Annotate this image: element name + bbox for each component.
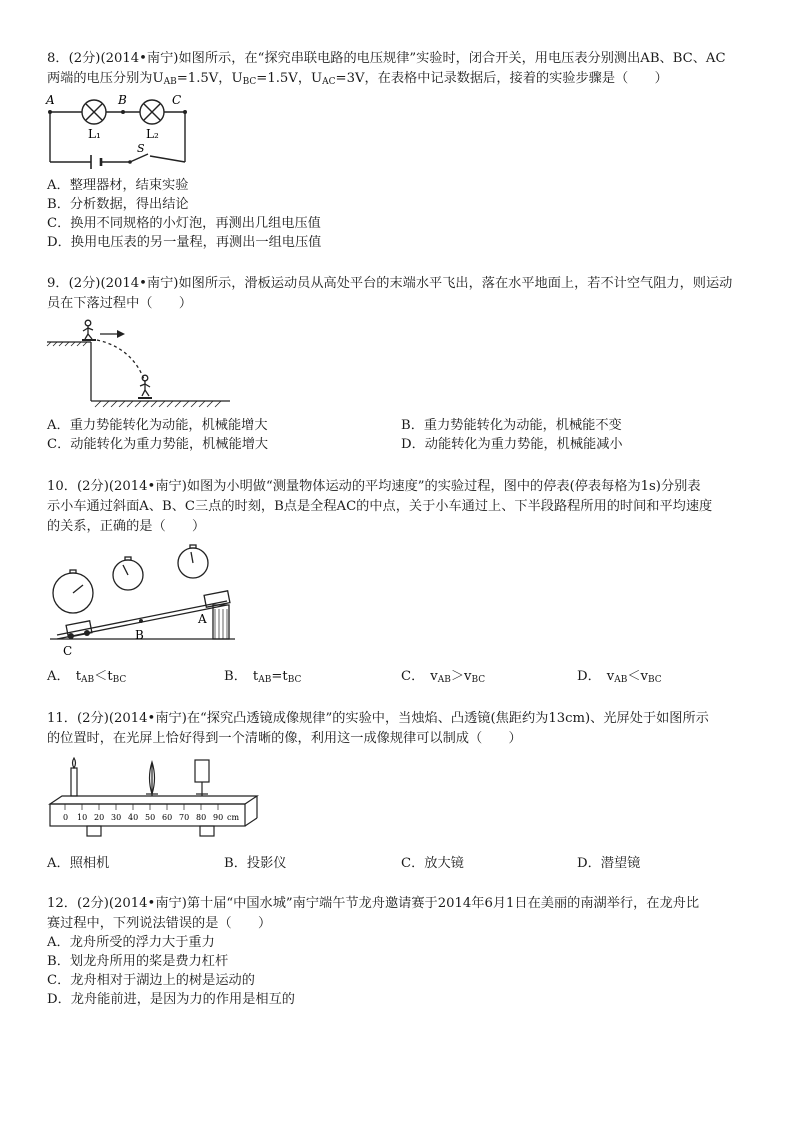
- question-9-option-a[interactable]: A．重力势能转化为动能，机械能增大: [47, 418, 268, 433]
- question-12-option-d[interactable]: D．龙舟能前进，是因为力的作用是相互的: [47, 992, 295, 1007]
- ruler-unit: cm: [227, 813, 240, 822]
- incline-stopwatch-figure: [45, 543, 245, 658]
- question-9-stem-line-1: 9．(2分)(2014•南宁)如图所示，滑板运动员从高处平台的末端水平飞出，落在水平地面上，若不计空气阻力，则运动: [47, 276, 733, 291]
- question-9: [47, 274, 759, 314]
- optical-bench-figure: [45, 754, 265, 846]
- question-12-stem-line-1: 12．(2分)(2014•南宁)第十届“中国水城”南宁端午节龙舟邀请赛于2014年6月1日在美丽的南湖举行，在龙舟比: [47, 896, 700, 911]
- ruler-tick-40: 40: [128, 813, 139, 822]
- question-11-option-b[interactable]: B．投影仪: [224, 856, 287, 871]
- question-11-option-a[interactable]: A．照相机: [47, 856, 110, 871]
- ruler-tick-80: 80: [196, 813, 207, 822]
- switch-label: S: [137, 142, 145, 155]
- question-12-stem-line-2: 赛过程中，下列说法错误的是（ ）: [47, 916, 272, 931]
- question-10-option-b[interactable]: B． $t_{AB}=t_{BC}$: [224, 669, 302, 685]
- question-10-option-d[interactable]: D． $v_{AB}<v_{BC}$: [577, 669, 662, 685]
- question-9-option-b[interactable]: B．重力势能转化为动能，机械能不变: [401, 418, 622, 433]
- question-10-option-c[interactable]: C． $v_{AB}>v_{BC}$: [401, 669, 486, 685]
- ruler-tick-20: 20: [94, 813, 105, 822]
- lamp-1-label: L₁: [88, 127, 101, 141]
- question-9-option-d[interactable]: D．动能转化为重力势能，机械能减小: [401, 437, 623, 452]
- question-10: [47, 477, 759, 537]
- ruler-tick-60: 60: [162, 813, 173, 822]
- point-b-label: B: [118, 93, 127, 107]
- ruler-tick-0: 0: [63, 813, 69, 822]
- question-12-option-a[interactable]: A．龙舟所受的浮力大于重力: [47, 935, 215, 950]
- question-10-option-a[interactable]: A． $t_{AB}<t_{BC}$: [47, 669, 127, 685]
- point-b-label: B: [135, 628, 144, 642]
- point-a-label: A: [198, 612, 207, 626]
- ruler-tick-90: 90: [213, 813, 224, 822]
- question-8: [47, 49, 759, 89]
- question-8-stem-line-1: 8．(2分)(2014•南宁)如图所示，在“探究串联电路的电压规律”实验时，闭合开关，用电压表分别测出AB、BC、AC: [47, 51, 726, 66]
- question-8-option-b[interactable]: B．分析数据，得出结论: [47, 197, 189, 212]
- question-11-stem-line-2: 的位置时，在光屏上恰好得到一个清晰的像，利用这一成像规律可以制成（ ）: [47, 731, 522, 746]
- ruler-tick-30: 30: [111, 813, 122, 822]
- ruler-tick-10: 10: [77, 813, 88, 822]
- point-c-label: C: [63, 644, 73, 658]
- skateboarder-figure: [45, 318, 235, 408]
- question-11-stem-line-1: 11．(2分)(2014•南宁)在“探究凸透镜成像规律”的实验中，当烛焰、凸透镜(焦距约为13cm)、光屏处于如图所示: [47, 711, 709, 726]
- question-10-stem-line-2: 示小车通过斜面A、B、C三点的时刻，B点是全程AC的中点，关于小车通过上、下半段路程所用的时间和平均速度: [47, 499, 713, 514]
- point-c-label: C: [172, 93, 182, 107]
- question-9-stem-line-2: 员在下落过程中（ ）: [47, 296, 193, 311]
- question-8-stem-line-2: 两端的电压分别为$U_{AB}=1.5V$，$U_{BC}=1.5V$，$U_{AC}=3V$，在表格中记录数据后，接着的实验步骤是（ ）: [47, 71, 668, 87]
- question-10-stem-line-1: 10．(2分)(2014•南宁)如图为小明做“测量物体运动的平均速度”的实验过程，图中的停表(停表每格为1s)分别表: [47, 479, 701, 494]
- lamp-2-label: L₂: [146, 127, 159, 141]
- question-9-option-c[interactable]: C．动能转化为重力势能，机械能增大: [47, 437, 269, 452]
- question-12: [47, 894, 759, 934]
- question-8-option-c[interactable]: C．换用不同规格的小灯泡，再测出几组电压值: [47, 216, 321, 231]
- question-8-option-d[interactable]: D．换用电压表的另一量程，再测出一组电压值: [47, 235, 322, 250]
- series-circuit-figure: [45, 92, 195, 174]
- question-12-option-b[interactable]: B．划龙舟所用的桨是费力杠杆: [47, 954, 229, 969]
- question-11-option-d[interactable]: D．潜望镜: [577, 856, 641, 871]
- question-10-stem-line-3: 的关系，正确的是（ ）: [47, 519, 206, 534]
- ruler-tick-50: 50: [145, 813, 156, 822]
- point-a-label: A: [46, 93, 55, 107]
- question-8-option-a[interactable]: A．整理器材，结束实验: [47, 178, 189, 193]
- ruler-tick-70: 70: [179, 813, 190, 822]
- question-12-option-c[interactable]: C．龙舟相对于湖边上的树是运动的: [47, 973, 255, 988]
- question-11: [47, 709, 759, 749]
- question-11-option-c[interactable]: C．放大镜: [401, 856, 464, 871]
